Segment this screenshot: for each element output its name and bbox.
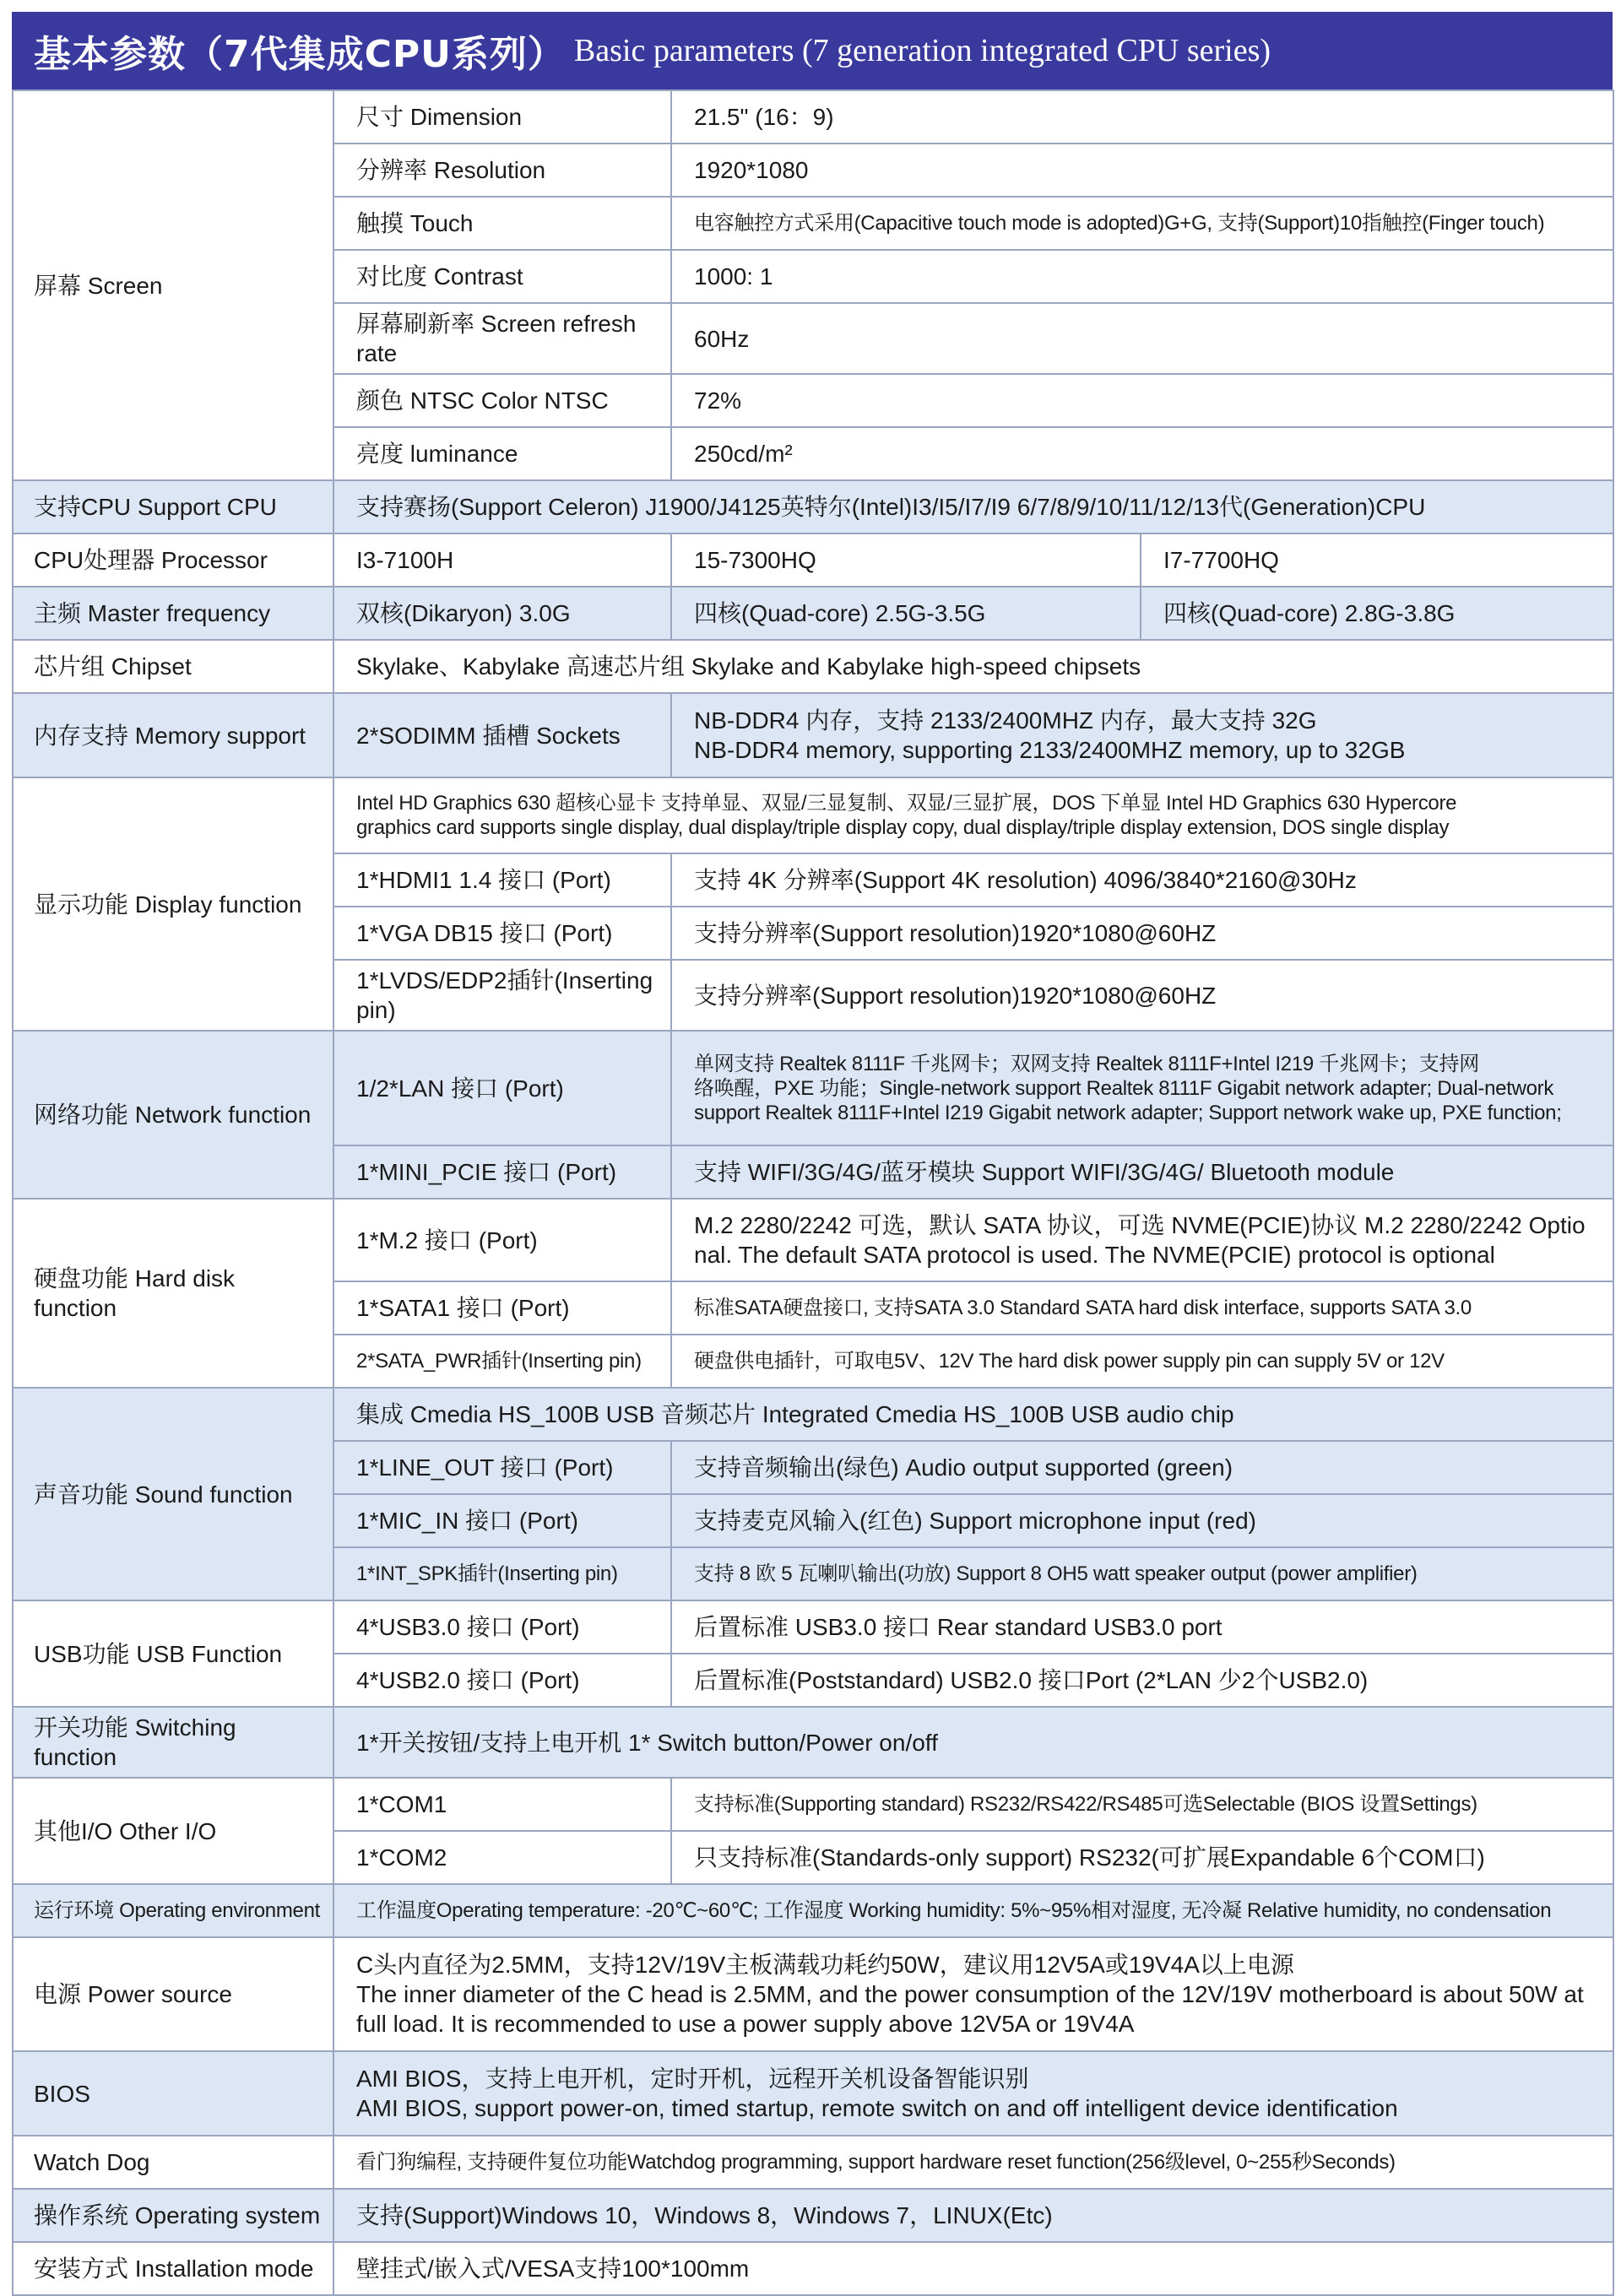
hard-disk-m2-value-line: M.2 2280/2242 可选，默认 SATA 协议，可选 NVME(PCIE)协议 M.2 2280/2242 Optio	[694, 1212, 1586, 1238]
title-english: Basic parameters (7 generation integrated CPU series)	[573, 33, 1271, 68]
frequency-i3: 双核(Dikaryon) 3.0G	[333, 587, 671, 640]
table-row	[13, 1199, 1613, 1281]
table-row	[13, 693, 1613, 777]
table-row	[13, 1707, 1613, 1778]
screen-touch-label: 触摸 Touch	[333, 197, 671, 250]
memory-value-line: NB-DDR4 memory, supporting 2133/2400MHZ memory, up to 32GB	[694, 737, 1406, 763]
category-memory: 内存支持 Memory support	[13, 693, 333, 777]
table-row	[13, 1031, 1613, 1145]
display-lvds-label: 1*LVDS/EDP2插针(Inserting pin)	[333, 960, 671, 1031]
category-support-cpu: 支持CPU Support CPU	[13, 480, 333, 533]
category-chipset: 芯片组 Chipset	[13, 640, 333, 693]
power-value	[333, 1937, 1613, 2051]
network-pcie-label: 1*MINI_PCIE 接口 (Port)	[333, 1145, 671, 1199]
os-value: 支持(Support)Windows 10，Windows 8，Windows 7，LINUX(Etc)	[333, 2189, 1613, 2242]
usb3-value: 后置标准 USB3.0 接口 Rear standard USB3.0 port	[671, 1600, 1613, 1654]
screen-touch-value: 电容触控方式采用(Capacitive touch mode is adopted)G+G, 支持(Support)10指触控(Finger touch)	[671, 197, 1613, 250]
table-row	[13, 1388, 1613, 1441]
screen-color-label: 颜色 NTSC Color NTSC	[333, 374, 671, 427]
sound-intro: 集成 Cmedia HS_100B USB 音频芯片 Integrated Cmedia HS_100B USB audio chip	[333, 1388, 1613, 1441]
com2-label: 1*COM2	[333, 1831, 671, 1884]
category-watchdog: Watch Dog	[13, 2136, 333, 2189]
com1-label: 1*COM1	[333, 1778, 671, 1831]
hard-disk-pwr-label: 2*SATA_PWR插针(Inserting pin)	[333, 1335, 671, 1388]
table-row	[13, 533, 1613, 587]
sound-line-out-label: 1*LINE_OUT 接口 (Port)	[333, 1441, 671, 1494]
com1-value: 支持标准(Supporting standard) RS232/RS422/RS485可选Selectable (BIOS 设置Settings)	[671, 1778, 1613, 1831]
category-power: 电源 Power source	[13, 1937, 333, 2051]
screen-luminance-value: 250cd/m²	[671, 427, 1613, 480]
usb2-label: 4*USB2.0 接口 (Port)	[333, 1654, 671, 1707]
screen-dimension-value: 21.5" (16：9)	[671, 90, 1613, 144]
hard-disk-sata-value: 标准SATA硬盘接口, 支持SATA 3.0 Standard SATA hard disk interface, supports SATA 3.0	[671, 1281, 1613, 1335]
title-bar	[12, 12, 1613, 89]
screen-color-value: 72%	[671, 374, 1613, 427]
category-processor: CPU处理器 Processor	[13, 533, 333, 587]
screen-dimension-label: 尺寸 Dimension	[333, 90, 671, 144]
sound-line-out-value: 支持音频输出(绿色) Audio output supported (green)	[671, 1441, 1613, 1494]
display-intro	[333, 777, 1613, 853]
category-display: 显示功能 Display function	[13, 777, 333, 1031]
processor-i3: I3-7100H	[333, 533, 671, 587]
switching-value: 1*开关按钮/支持上电开机 1* Switch button/Power on/off	[333, 1707, 1613, 1778]
category-bios: BIOS	[13, 2051, 333, 2136]
category-screen: 屏幕 Screen	[13, 90, 333, 480]
table-row	[13, 1600, 1613, 1654]
screen-resolution-value: 1920*1080	[671, 144, 1613, 197]
bios-value-line: AMI BIOS，支持上电开机，定时开机，远程开关机设备智能识别	[356, 2066, 1029, 2092]
category-installation: 安装方式 Installation mode	[13, 2242, 333, 2295]
table-row	[13, 1937, 1613, 2051]
category-network: 网络功能 Network function	[13, 1031, 333, 1199]
screen-contrast-value: 1000: 1	[671, 250, 1613, 303]
frequency-i7: 四核(Quad-core) 2.8G-3.8G	[1141, 587, 1613, 640]
screen-luminance-label: 亮度 luminance	[333, 427, 671, 480]
category-os: 操作系统 Operating system	[13, 2189, 333, 2242]
com2-value: 只支持标准(Standards-only support) RS232(可扩展Expandable 6个COM口)	[671, 1831, 1613, 1884]
processor-i5: 15-7300HQ	[671, 533, 1141, 587]
bios-value	[333, 2051, 1613, 2136]
hard-disk-m2-value-line: nal. The default SATA protocol is used. The NVME(PCIE) protocol is optional	[694, 1242, 1495, 1268]
sound-mic-in-label: 1*MIC_IN 接口 (Port)	[333, 1494, 671, 1547]
network-lan-label: 1/2*LAN 接口 (Port)	[333, 1031, 671, 1145]
spec-sheet	[12, 12, 1613, 2296]
environment-value: 工作温度Operating temperature: -20℃~60℃; 工作湿度 Working humidity: 5%~95%相对湿度, 无冷凝 Relative humidity, no condensation	[333, 1884, 1613, 1937]
display-hdmi-value: 支持 4K 分辨率(Support 4K resolution) 4096/3840*2160@30Hz	[671, 853, 1613, 907]
watchdog-value: 看门狗编程, 支持硬件复位功能Watchdog programming, support hardware reset function(256级level, 0~255秒Seconds)	[333, 2136, 1613, 2189]
sound-int-spk-value: 支持 8 欧 5 瓦喇叭输出(功放) Support 8 OH5 watt speaker output (power amplifier)	[671, 1547, 1613, 1600]
screen-refresh-label: 屏幕刷新率 Screen refresh rate	[333, 303, 671, 374]
usb3-label: 4*USB3.0 接口 (Port)	[333, 1600, 671, 1654]
memory-value-line: NB-DDR4 内存，支持 2133/2400MHZ 内存，最大支持 32G	[694, 707, 1317, 734]
installation-value: 壁挂式/嵌入式/VESA支持100*100mm	[333, 2242, 1613, 2295]
screen-contrast-label: 对比度 Contrast	[333, 250, 671, 303]
network-lan-value-line: support Realtek 8111F+Intel I219 Gigabit network adapter; Support network wake up, PXE function;	[694, 1101, 1562, 1124]
screen-resolution-label: 分辨率 Resolution	[333, 144, 671, 197]
network-lan-value-line: 络唤醒，PXE 功能；Single-network support Realtek 8111F Gigabit network adapter; Dual-network	[694, 1076, 1554, 1100]
category-master-frequency: 主频 Master frequency	[13, 587, 333, 640]
category-sound: 声音功能 Sound function	[13, 1388, 333, 1600]
display-intro-line: graphics card supports single display, dual display/triple display copy, dual display/triple display extension, DOS single display	[356, 816, 1450, 839]
category-usb: USB功能 USB Function	[13, 1600, 333, 1707]
usb2-value: 后置标准(Poststandard) USB2.0 接口Port (2*LAN 少2个USB2.0)	[671, 1654, 1613, 1707]
category-switching: 开关功能 Switching function	[13, 1707, 333, 1778]
table-row	[13, 587, 1613, 640]
table-row	[13, 1778, 1613, 1831]
hard-disk-m2-label: 1*M.2 接口 (Port)	[333, 1199, 671, 1281]
display-lvds-value: 支持分辨率(Support resolution)1920*1080@60HZ	[671, 960, 1613, 1031]
table-row	[13, 2189, 1613, 2242]
display-hdmi-label: 1*HDMI1 1.4 接口 (Port)	[333, 853, 671, 907]
table-row	[13, 2242, 1613, 2295]
table-row	[13, 777, 1613, 853]
table-row	[13, 2136, 1613, 2189]
network-pcie-value: 支持 WIFI/3G/4G/蓝牙模块 Support WIFI/3G/4G/ Bluetooth module	[671, 1145, 1613, 1199]
title-chinese: 基本参数（7代集成CPU系列）	[34, 33, 566, 76]
sound-int-spk-label: 1*INT_SPK插针(Inserting pin)	[333, 1547, 671, 1600]
category-hard-disk: 硬盘功能 Hard disk function	[13, 1199, 333, 1388]
bios-value-line: AMI BIOS, support power-on, timed startup, remote switch on and off intelligent device identification	[356, 2095, 1398, 2121]
power-value-line: full load. It is recommended to use a power supply above 12V5A or 19V4A	[356, 2011, 1135, 2037]
chipset-value: Skylake、Kabylake 高速芯片组 Skylake and Kabylake high-speed chipsets	[333, 640, 1613, 693]
hard-disk-m2-value	[671, 1199, 1613, 1281]
table-row	[13, 640, 1613, 693]
table-row	[13, 90, 1613, 144]
spec-table	[12, 89, 1614, 2296]
display-vga-label: 1*VGA DB15 接口 (Port)	[333, 907, 671, 960]
memory-value	[671, 693, 1613, 777]
display-vga-value: 支持分辨率(Support resolution)1920*1080@60HZ	[671, 907, 1613, 960]
memory-label: 2*SODIMM 插槽 Sockets	[333, 693, 671, 777]
hard-disk-sata-label: 1*SATA1 接口 (Port)	[333, 1281, 671, 1335]
support-cpu-value: 支持赛扬(Support Celeron) J1900/J4125英特尔(Intel)I3/I5/I7/I9 6/7/8/9/10/11/12/13代(Generation)CPU	[333, 480, 1613, 533]
power-value-line: The inner diameter of the C head is 2.5MM, and the power consumption of the 12V/19V motherboard is about 50W at	[356, 1981, 1584, 2007]
power-value-line: C头内直径为2.5MM，支持12V/19V主板满载功耗约50W，建议用12V5A或19V4A以上电源	[356, 1952, 1294, 1978]
sound-mic-in-value: 支持麦克风输入(红色) Support microphone input (red)	[671, 1494, 1613, 1547]
network-lan-value	[671, 1031, 1613, 1145]
processor-i7: I7-7700HQ	[1141, 533, 1613, 587]
category-other-io: 其他I/O Other I/O	[13, 1778, 333, 1884]
table-row	[13, 480, 1613, 533]
table-row	[13, 1884, 1613, 1937]
network-lan-value-line: 单网支持 Realtek 8111F 千兆网卡；双网支持 Realtek 8111F+Intel I219 千兆网卡；支持网	[694, 1052, 1479, 1075]
screen-refresh-value: 60Hz	[671, 303, 1613, 374]
hard-disk-pwr-value: 硬盘供电插针，可取电5V、12V The hard disk power supply pin can supply 5V or 12V	[671, 1335, 1613, 1388]
frequency-i5: 四核(Quad-core) 2.5G-3.5G	[671, 587, 1141, 640]
table-row	[13, 2051, 1613, 2136]
category-environment: 运行环境 Operating environment	[13, 1884, 333, 1937]
display-intro-line: Intel HD Graphics 630 超核心显卡 支持单显、双显/三显复制、双显/三显扩展，DOS 下单显 Intel HD Graphics 630 Hypercore	[356, 792, 1457, 815]
